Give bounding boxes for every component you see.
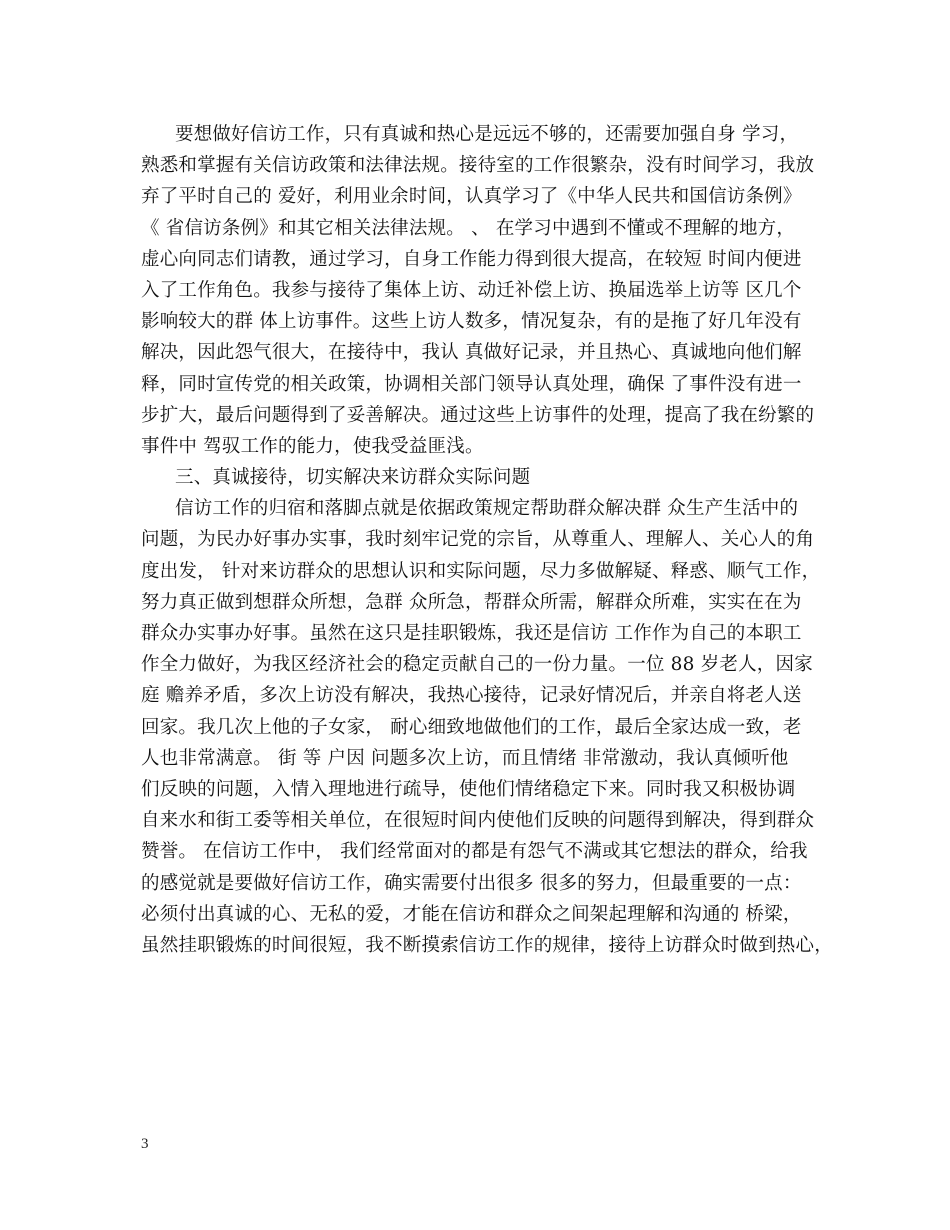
body-text: [141, 119, 831, 961]
text-line: 自来水和街工委等相关单位，在很短时间内使他们反映的问题得到解决，得到群众: [141, 810, 815, 832]
text-line: 必须付出真诚的心、无私的爱，才能在信访和群众之间架起理解和沟通的 桥梁，: [141, 903, 802, 925]
text-line: 要想做好信访工作，只有真诚和热心是远远不够的，还需要加强自身 学习，: [175, 124, 799, 145]
text-line: 问题，为民办好事办实事，我时刻牢记党的宗旨，从尊重人、理解人、关心人的角: [141, 529, 815, 551]
text-line: 虽然挂职锻炼的时间很短，我不断摸索信访工作的规律，接待上访群众时做到热心，: [141, 934, 833, 956]
section-heading: 三、真诚接待，切实解决来访群众实际问题: [175, 467, 531, 489]
text-line: 入了工作角色。我参与接待了集体上访、动迁补偿上访、换届选举上访等 区几个: [141, 279, 802, 301]
text-line: 度出发， 针对来访群众的思想认识和实际问题，尽力多做解疑、释惑、顺气工作，: [141, 560, 821, 582]
text-line: 作全力做好，为我区经济社会的稳定贡献自己的一份力量。一位 88 岁老人，因家: [141, 654, 813, 676]
text-line: 的感觉就是要做好信访工作，确实需要付出很多 很多的努力，但最重要的一点：: [141, 872, 802, 894]
page-number: 3: [141, 1136, 149, 1152]
text-line: 群众办实事办好事。虽然在这只是挂职锻炼，我还是信访 工作作为自己的本职工: [141, 623, 802, 644]
text-line: 《 省信访条例》和其它相关法律法规。 、 在学习中遇到不懂或不理解的地方，: [141, 217, 796, 239]
text-line: 庭 赡养矛盾，多次上访没有解决，我热心接待，记录好情况后，并亲自将老人送: [141, 685, 802, 707]
text-line: 们反映的问题，入情入理地进行疏导，使他们情绪稳定下来。同时我又积极协调: [141, 778, 796, 800]
text-line: 影响较大的群 体上访事件。这些上访人数多，情况复杂，有的是拖了好几年没有: [141, 311, 802, 333]
text-line: 解决，因此怨气很大，在接待中，我认 真做好记录，并且热心、真诚地向他们解: [141, 342, 802, 364]
text-line: 人也非常满意。 街 等 户因 问题多次上访，而且情绪 非常激动，我认真倾听他: [141, 747, 789, 769]
text-line: 虚心向同志们请教，通过学习，自身工作能力得到很大提高，在较短 时间内便进: [141, 248, 802, 270]
text-line: 熟悉和掌握有关信访政策和法律法规。接待室的工作很繁杂，没有时间学习，我放: [141, 155, 815, 177]
text-line: 释，同时宣传党的相关政策，协调相关部门领导认真处理，确保 了事件没有进一: [141, 373, 802, 395]
text-line: 信访工作的归宿和落脚点就是依据政策规定帮助群众解决群 众生产生活中的: [175, 498, 799, 520]
text-line: 步扩大，最后问题得到了妥善解决。通过这些上访事件的处理，提高了我在纷繁的: [141, 404, 815, 426]
text-line: 努力真正做到想群众所想，急群 众所急，帮群众所需，解群众所难，实实在在为: [141, 591, 802, 613]
text-line: 弃了平时自己的 爱好，利用业余时间，认真学习了《中华人民共和国信访条例》: [141, 186, 802, 208]
text-line: 事件中 驾驭工作的能力，使我受益匪浅。: [141, 435, 484, 457]
text-line: 回家。我几次上他的子女家， 耐心细致地做他们的工作，最后全家达成一致，老: [141, 716, 802, 738]
text-line: 赞誉。 在信访工作中， 我们经常面对的都是有怨气不满或其它想法的群众，给我: [141, 841, 808, 863]
